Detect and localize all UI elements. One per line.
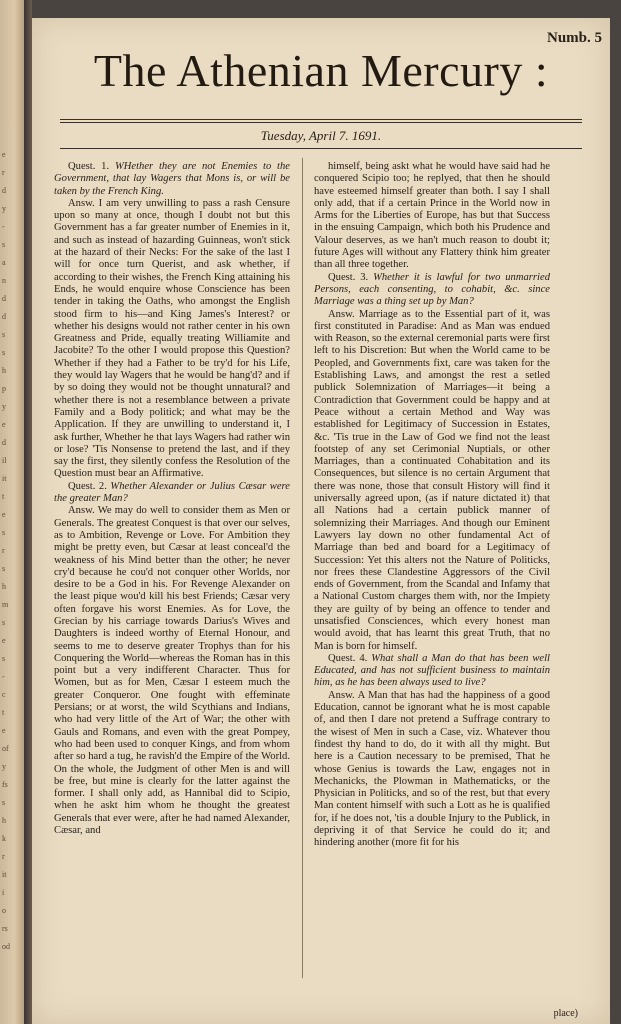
paragraph bbox=[54, 505, 290, 837]
margin-fragment: c bbox=[2, 690, 6, 699]
masthead-title: The Athenian Mercury : bbox=[93, 45, 549, 96]
margin-fragment: r bbox=[2, 546, 5, 555]
text-column-left bbox=[54, 161, 290, 837]
margin-fragment: y bbox=[2, 762, 6, 771]
margin-fragment: il bbox=[2, 456, 7, 465]
masthead-rule bbox=[60, 119, 582, 120]
paragraph bbox=[54, 481, 290, 506]
margin-fragment: - bbox=[2, 672, 5, 681]
margin-fragment: fs bbox=[2, 780, 8, 789]
catchword: place) bbox=[553, 1008, 578, 1019]
margin-fragment: t bbox=[2, 708, 5, 717]
margin-fragment: n bbox=[2, 276, 6, 285]
margin-fragment: d bbox=[2, 294, 6, 303]
margin-fragment: h bbox=[2, 366, 6, 375]
margin-fragment: d bbox=[2, 438, 6, 447]
paragraph bbox=[54, 161, 290, 198]
paragraph bbox=[314, 690, 550, 850]
margin-fragment: o bbox=[2, 906, 6, 915]
margin-fragment: s bbox=[2, 798, 6, 807]
dateline-rule bbox=[60, 148, 582, 149]
margin-fragment: it bbox=[2, 474, 7, 483]
margin-fragment: r bbox=[2, 168, 5, 177]
margin-fragment: s bbox=[2, 330, 6, 339]
paragraph-text: himself, being askt what he would have said had he conquered Scipio too; he replyed, that then he should have esteemed himself greater than both. I say I shall only add, that if a certain Prince in the World now in Arms for the Liberties of Europe, has but that Success in the ensuing Campaign, which both his Prudence and Valour deserves, as we han't much reason to doubt it; future Ages will without any Flattery think him greater than all three together. bbox=[314, 161, 550, 271]
margin-fragment: i bbox=[2, 888, 5, 897]
paragraph-text: A Man that has had the happiness of a good Education, cannot be ignorant what he is most capable of, and then I dare not pretend a Suffrage contrary to the wisest of Men in such a Case, viz. Whatever thou findest thy hand to do, do it with all thy might. But here is a Caution necessary to be premised, That he whose Genius is towards the Law, engages not in Mechanicks, the Plowman in Mathematicks, or the Physician in Politicks, and so of the rest, but that every Man content himself with such a Lott as he is qualified for, if he does not, 'tis a double Injury to the Publick, in depriving it of that Service he could do it; and hindering another (more fit for his bbox=[314, 689, 550, 849]
margin-fragment: p bbox=[2, 384, 6, 393]
paragraph-label: Answ. bbox=[68, 197, 95, 209]
paragraph bbox=[314, 309, 550, 653]
margin-fragment: k bbox=[2, 834, 6, 843]
margin-fragment: s bbox=[2, 564, 6, 573]
paragraph-text: Whether it is lawful for two unmarried Persons, each consenting, to cohabit, &c. since Marriage was a thing set up by Man? bbox=[314, 271, 550, 308]
paragraph bbox=[314, 272, 550, 309]
text-column-right bbox=[314, 161, 550, 850]
margin-fragment: e bbox=[2, 726, 6, 735]
margin-fragment: m bbox=[2, 600, 9, 609]
issue-number: Numb. 5 bbox=[546, 30, 602, 46]
margin-fragment: s bbox=[2, 240, 6, 249]
margin-fragment: e bbox=[2, 420, 6, 429]
margin-fragment: t bbox=[2, 492, 5, 501]
margin-fragment: r bbox=[2, 852, 5, 861]
margin-fragment: h bbox=[2, 582, 6, 591]
margin-fragment: s bbox=[2, 618, 6, 627]
margin-fragment: it bbox=[2, 870, 7, 879]
margin-fragment: e bbox=[2, 636, 6, 645]
dateline: Tuesday, April 7. 1691. bbox=[260, 128, 382, 143]
margin-fragment: y bbox=[2, 402, 6, 411]
margin-fragment: e bbox=[2, 510, 6, 519]
paragraph-label: Answ. bbox=[328, 689, 355, 701]
adjacent-page-edge bbox=[0, 0, 24, 1024]
margin-fragment: e bbox=[2, 150, 6, 159]
paragraph-text: WHether they are not Enemies to the Government, that lay Wagers that Mons is, or will be taken by the French King. bbox=[54, 161, 290, 197]
paragraph-label: Quest. 4. bbox=[328, 652, 368, 664]
margin-fragment: s bbox=[2, 654, 6, 663]
margin-fragment: - bbox=[2, 222, 5, 231]
margin-fragment: rs bbox=[2, 924, 8, 933]
margin-fragment: of bbox=[2, 744, 9, 753]
paragraph bbox=[54, 198, 290, 481]
paragraph-label: Quest. 1. bbox=[68, 161, 110, 172]
paragraph-label: Quest. 3. bbox=[328, 271, 369, 283]
paragraph-text: What shall a Man do that has been well Educated, and has not sufficient business to maintain him, as he has been always used to live? bbox=[314, 652, 550, 689]
masthead-rule bbox=[60, 122, 582, 123]
paragraph-text: Whether Alexander or Julius Cæsar were the greater Man? bbox=[54, 480, 290, 505]
margin-fragment: a bbox=[2, 258, 6, 267]
paragraph-text: We may do well to consider them as Men or Generals. The greatest Conquest is that over our selves, as to Ambition, Revenge or Love. For Ambition they might be pretty even, but Cæsar at least conceal'd the weakness of his Mind better than the other; he never cry'd because he cou'd not conquer other Worlds, nor desire to be a God in his. For Revenge Alexander on the least pique wou'd kill his best Friends; Cæsar very often forgave his worst Enemies. As for Love, the Grecian by his carriage towards Darius's Wives and Daughters is indeed worthy of Eternal Honour, and seems to me to deserve greater Trophys than for his Conquering the World—whereas the Roman has in this point but a very indifferent Character. Thus for Women, but as for Men, Cæsar I esteem much the greater Conqueror. One fought with effeminate Persians; or at worst, the wild Scythians and Indians, who had very little of the Art of War; the other with Gauls and Romans, and even with the great Pompey, who had been used to conquer Kings, and from whom after so hard a tug, he ravish'd the Empire of the World. On the whole, the Judgment of other Men is and will be free, but mine is clearly for the latter against the former. I shall only add, as Hannibal did to Scipio, when he askt him whom he thought the greatest Generals that ever were, after he had named Alexander, Cæsar, and bbox=[54, 505, 290, 837]
paragraph-label: Answ. bbox=[68, 505, 95, 517]
margin-fragment: d bbox=[2, 186, 6, 195]
paragraph bbox=[314, 161, 550, 272]
paragraph-text: I am very unwilling to pass a rash Censure upon so many at once, though I doubt not but this Government has a far greater number of Enemies in it, and such as instead of hazarding Guinneas, won't stick at the hazard of their Necks: For the sake of the last I will for once turn Querist, and ask whether, if according to their wishes, the French King attaining his Ends, he would enquire whose Conscience has been tender in taking the Oaths, who amongst the English stood firm to his—and King James's Interest? or whether his designs would not rather center in his own Greatness and Pride, equally treating Williamite and Jacobite? To the other I would propose this Question? Whether if they had a Father to be try'd for his Life, they would lay Wagers that he would be hang'd? and if by so doing they would not be thought unnatural? and whether there is not a resemblance between a private Family and a Body politick; and what may be the Application. If they are unwilling to understand it, I ask further, Whether he that lays Wagers had rather win or lose? 'Tis Nonsense to pretend the last, and if they say the first, they silently confess the Resolution of the Question must bear an Affirmative. bbox=[54, 197, 290, 480]
book-gutter bbox=[24, 0, 32, 1024]
margin-fragment: od bbox=[2, 942, 10, 951]
newspaper-page bbox=[32, 18, 610, 1024]
margin-fragment: d bbox=[2, 312, 6, 321]
margin-fragment: h bbox=[2, 816, 6, 825]
margin-fragment: s bbox=[2, 528, 6, 537]
paragraph-label: Answ. bbox=[328, 308, 355, 320]
margin-fragment: y bbox=[2, 204, 6, 213]
paragraph-text: Marriage as to the Essential part of it, was first constituted in Paradise: And as Man was endued with Reason, so the external ceremonial parts were first left to his Discretion: But when the World came to be Peopled, and Governments fixt, care was taken for the Establishing Laws, and amongst the rest a setled publick Solemnization of Marriages—it being a Contradiction that Government could be happy and at Peace without a certain Method and Way was established for Legitimacy of Succession in Estates, &c. 'Tis true in the Law of God we find not the least footstep of any set Cerimonial Nuptials, or other Marriages, than a continuated Cohabitation and its Consequences, but silence is no certain Argument that there was none, those that consult History will find it universally agreed upon, (as if nature dictated it) that all Nations had a certain publick manner of solemnizing their Marriages. And though our Eminent Lawyers lay down no other fundamental Act of Marriage than bed and board for a Legitimacy of Succession: Yet this alters not the Nature of Politicks, nor frees these Clandestine Aggressors of the Civil ends of Government, from the Scandal and Infamy that a National Custom charges them with, nor the Impiety they are guilty of by being an offence to tender and unsatisfied Consciences, which every honest man would avoid, that has learnt this great Truth, that no Man is born for himself. bbox=[314, 308, 550, 652]
margin-fragment: s bbox=[2, 348, 6, 357]
paragraph bbox=[314, 653, 550, 690]
column-divider bbox=[302, 158, 303, 978]
paragraph-label: Quest. 2. bbox=[68, 480, 107, 492]
